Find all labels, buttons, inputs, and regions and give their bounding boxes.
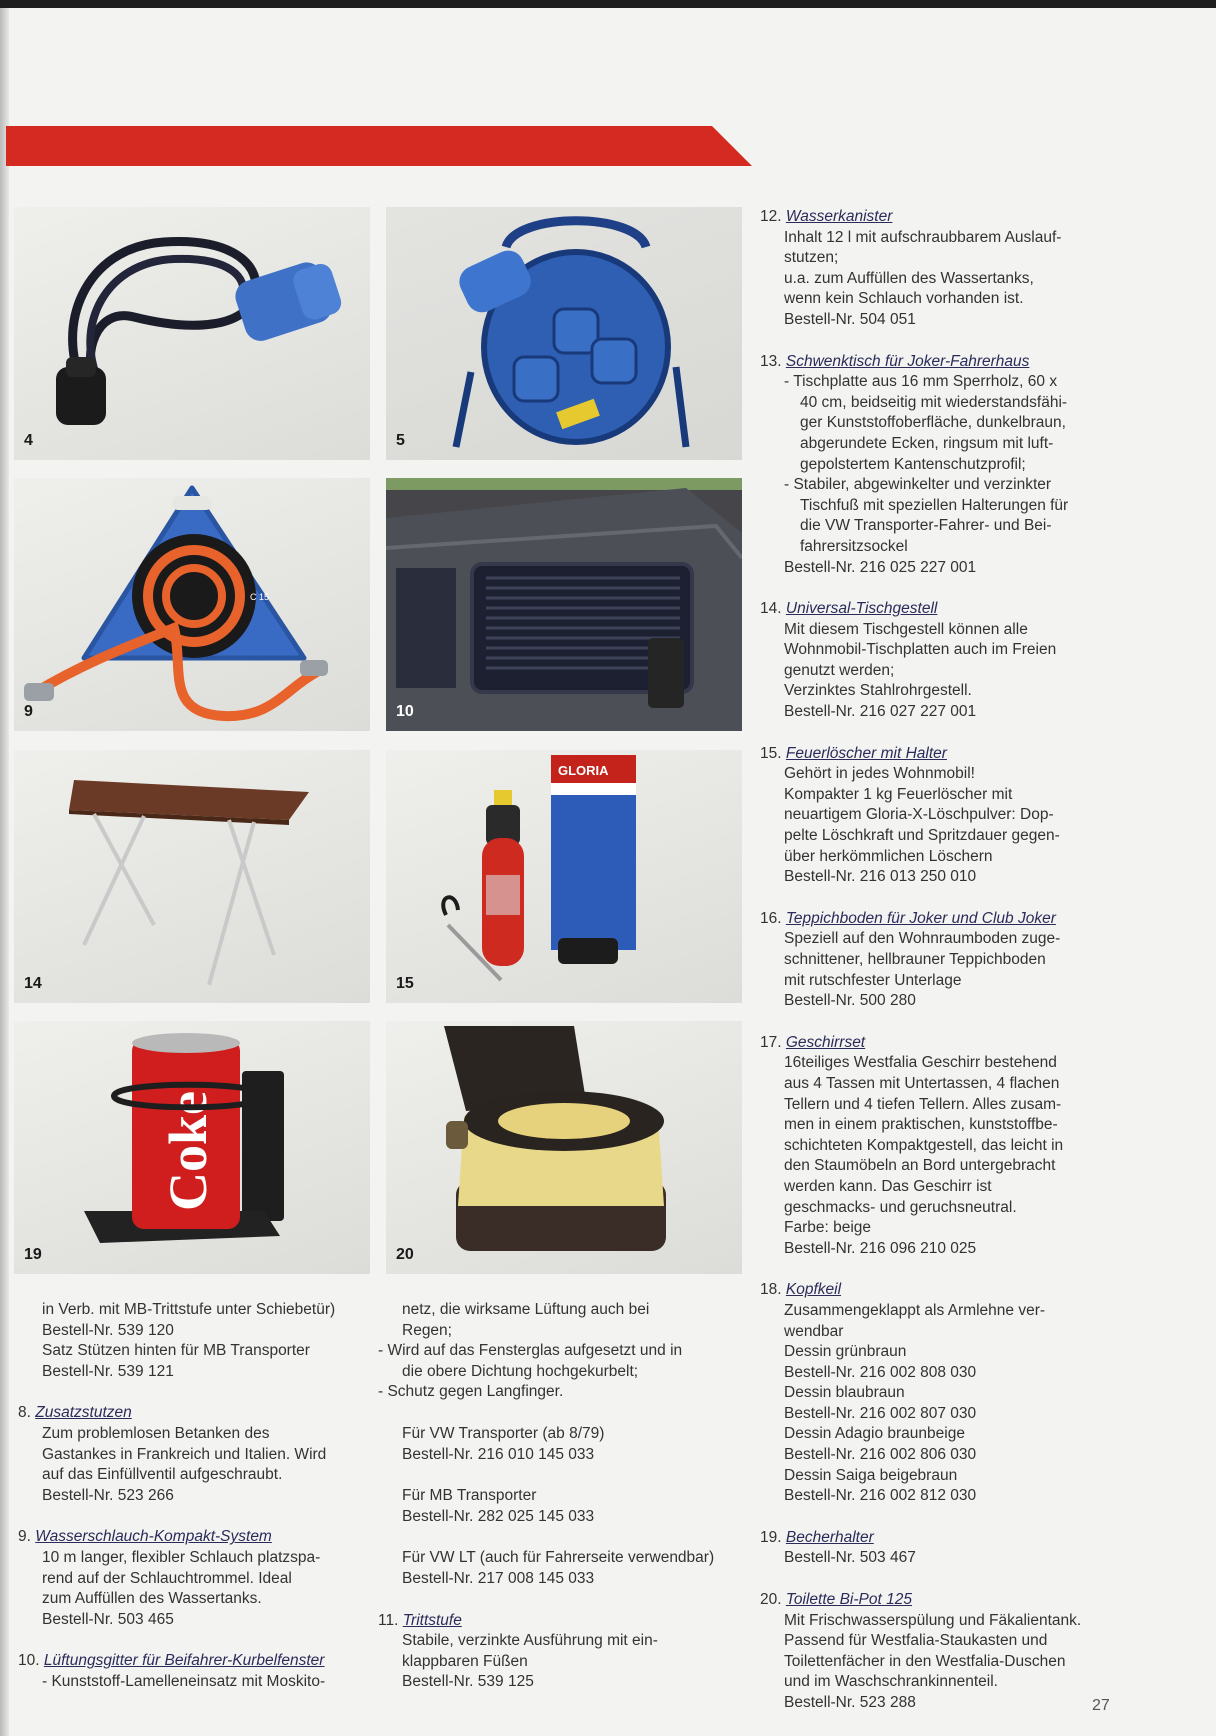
- item-line: Bestell-Nr. 216 027 227 001: [784, 703, 977, 721]
- item-line: Zum problemlosen Betanken des: [42, 1424, 270, 1442]
- item-line: fahrersitzsockel: [800, 537, 908, 555]
- item-16: [760, 909, 1210, 1012]
- item-line: Zusammengeklappt als Armlehne ver-: [784, 1301, 1046, 1319]
- photo-10-vent-grille: [386, 478, 742, 731]
- item-title: Feuerlöscher mit Halter: [785, 744, 947, 762]
- left-column-text: [18, 1300, 378, 1693]
- hose-reel-illustration: [14, 478, 370, 731]
- item-line: - Tischplatte aus 16 mm Sperrholz, 60 x: [784, 373, 1058, 391]
- photo-number: 4: [24, 432, 33, 449]
- item-line: Bestell-Nr. 504 051: [784, 310, 916, 328]
- item-line: Bestell-Nr. 500 280: [784, 992, 916, 1010]
- text-line: Für VW LT (auch für Fahrerseite verwendbar): [402, 1549, 715, 1567]
- item-number: 10.: [18, 1652, 40, 1670]
- item-line: klappbaren Füßen: [402, 1652, 528, 1670]
- item-10: [18, 1651, 378, 1692]
- item-number: 12.: [760, 208, 782, 225]
- item-line: - Kunststoff-Lamelleneinsatz mit Moskito-: [42, 1672, 326, 1690]
- text-line: Bestell-Nr. 282 025 145 033: [402, 1507, 595, 1525]
- text-line: Bestell-Nr. 539 120: [42, 1321, 174, 1339]
- cable-illustration: [14, 207, 370, 460]
- item-line: - Stabiler, abgewinkelter und verzinkter: [784, 476, 1052, 494]
- item-line: schnittener, hellbrauner Teppichboden: [784, 951, 1046, 968]
- cable-reel-illustration: [386, 207, 742, 460]
- item-line: wendbar: [784, 1322, 844, 1340]
- item-line: auf das Einfüllventil aufgeschraubt.: [42, 1466, 283, 1484]
- table-illustration: [14, 750, 370, 1003]
- photo-20-portable-toilet: [386, 1021, 742, 1274]
- item-line: und im Waschschrankinnenteil.: [784, 1673, 998, 1691]
- item-number: 8.: [18, 1404, 31, 1422]
- photo-number: 20: [396, 1246, 414, 1263]
- item-line: die VW Transporter-Fahrer- und Bei-: [800, 517, 1052, 535]
- photo-19-cup-holder: [14, 1021, 370, 1274]
- item-line: aus 4 Tassen mit Untertassen, 4 flachen: [784, 1074, 1060, 1092]
- item-line: Gastankes in Frankreich und Italien. Wird: [42, 1445, 327, 1463]
- item-17: [760, 1033, 1210, 1260]
- text-line: Für MB Transporter: [402, 1487, 537, 1505]
- photo-number: 10: [396, 703, 414, 720]
- item-line: zum Auffüllen des Wassertanks.: [42, 1590, 262, 1608]
- item-number: 14.: [760, 600, 782, 618]
- item-line: Dessin Adagio braunbeige: [784, 1425, 965, 1443]
- item-line: rend auf der Schlauchtrommel. Ideal: [42, 1569, 292, 1587]
- item-8: [18, 1403, 378, 1506]
- item-line: abgerundete Ecken, ringsum mit luft-: [800, 434, 1054, 452]
- reel-label: C 15: [250, 592, 270, 602]
- item-title: Geschirrset: [785, 1033, 866, 1051]
- text-line: Regen;: [402, 1321, 452, 1339]
- red-header-band: [6, 126, 752, 166]
- binding-edge: [0, 8, 9, 1736]
- item-line: über herkömmlichen Löschern: [784, 847, 993, 865]
- van-window-illustration: [386, 478, 742, 731]
- item-line: men in einem praktischen, kunststoffbe-: [784, 1116, 1058, 1134]
- item-line: pelte Löschkraft und Spritzdauer gegen-: [784, 827, 1060, 845]
- text-line: - Schutz gegen Langfinger.: [378, 1383, 564, 1401]
- item-line: schichteten Kompaktgestell, das leicht in: [784, 1136, 1064, 1154]
- item-number: 16.: [760, 909, 782, 927]
- item-line: Kompakter 1 kg Feuerlöscher mit: [784, 785, 1013, 803]
- item-line: Dessin grünbraun: [784, 1343, 907, 1361]
- item-line: Tischfuß mit speziellen Halterungen für: [800, 496, 1069, 514]
- top-edge: [0, 0, 1216, 8]
- item-11: [378, 1611, 748, 1693]
- item-title: Schwenktisch für Joker-Fahrerhaus: [785, 352, 1030, 370]
- item-line: Toilettenfächer in den Westfalia-Duschen: [784, 1652, 1066, 1670]
- item-title: Lüftungsgitter für Beifahrer-Kurbelfenster: [43, 1652, 325, 1670]
- item-title: Toilette Bi-Pot 125: [785, 1591, 912, 1609]
- item-number: 11.: [378, 1611, 399, 1629]
- right-column-text: [760, 207, 1210, 1714]
- photo-9-hose-reel: [14, 478, 370, 731]
- extinguisher-illustration: [386, 750, 742, 1003]
- item-line: 16teiliges Westfalia Geschirr bestehend: [784, 1054, 1057, 1072]
- item-line: werden kann. Das Geschirr ist: [784, 1177, 992, 1195]
- item-number: 20.: [760, 1591, 782, 1609]
- item-number: 15.: [760, 744, 782, 762]
- item-line: Bestell-Nr. 503 467: [784, 1549, 916, 1567]
- item-title: Universal-Tischgestell: [785, 600, 938, 618]
- item-line: Speziell auf den Wohnraumboden zuge-: [784, 930, 1061, 948]
- text-line: in Verb. mit MB-Trittstufe unter Schiebetür): [42, 1301, 336, 1318]
- item-line: 40 cm, beidseitig mit wiederstandsfähi-: [800, 393, 1068, 411]
- item-line: wenn kein Schlauch vorhanden ist.: [784, 290, 1024, 308]
- middle-column-text: [378, 1300, 748, 1693]
- item-line: 10 m langer, flexibler Schlauch platzspa-: [42, 1548, 321, 1566]
- item-line: Gehört in jedes Wohnmobil!: [784, 765, 975, 783]
- item-line: Bestell-Nr. 216 025 227 001: [784, 558, 977, 576]
- item-line: Bestell-Nr. 216 002 806 030: [784, 1446, 977, 1464]
- item-line: Bestell-Nr. 216 002 812 030: [784, 1487, 977, 1505]
- item-line: Bestell-Nr. 503 465: [42, 1610, 174, 1628]
- photo-number: 19: [24, 1246, 42, 1263]
- photo-number: 5: [396, 432, 405, 449]
- cup-holder-illustration: [14, 1021, 370, 1274]
- item-number: 17.: [760, 1033, 782, 1051]
- page-number: 27: [1092, 1697, 1110, 1714]
- item-title: Becherhalter: [785, 1528, 874, 1546]
- item-title: Wasserkanister: [785, 208, 893, 225]
- item-title: Zusatzstutzen: [35, 1404, 132, 1422]
- photo-number: 14: [24, 975, 42, 992]
- item-13: [760, 352, 1210, 579]
- item-number: 19.: [760, 1528, 782, 1546]
- item-line: den Staumöbeln an Bord untergebracht: [784, 1157, 1056, 1175]
- item-line: stutzen;: [784, 249, 839, 267]
- item-20: [760, 1590, 1210, 1714]
- item-number: 9.: [18, 1528, 31, 1546]
- item-line: u.a. zum Auffüllen des Wassertanks,: [784, 269, 1034, 287]
- item-line: Verzinktes Stahlrohrgestell.: [784, 682, 972, 700]
- item-number: 13.: [760, 352, 782, 370]
- item-line: Tellern und 4 tiefen Tellern. Alles zusam-: [784, 1095, 1062, 1113]
- photo-14-folding-table: [14, 750, 370, 1003]
- item-line: Bestell-Nr. 523 266: [42, 1486, 174, 1504]
- item-line: Wohnmobil-Tischplatten auch im Freien: [784, 641, 1057, 659]
- item-line: Mit Frischwasserspülung und Fäkalientank.: [784, 1611, 1082, 1629]
- item-line: Bestell-Nr. 216 013 250 010: [784, 868, 977, 886]
- item-title: Teppichboden für Joker und Club Joker: [785, 909, 1056, 927]
- item-line: Inhalt 12 l mit aufschraubbarem Auslauf-: [784, 228, 1062, 246]
- toilet-illustration: [386, 1021, 742, 1274]
- item-line: Stabile, verzinkte Ausführung mit ein-: [402, 1632, 658, 1650]
- item-line: Bestell-Nr. 216 002 808 030: [784, 1363, 977, 1381]
- item-line: geschmacks- und geruchsneutral.: [784, 1198, 1017, 1216]
- photo-number: 15: [396, 975, 414, 992]
- item-line: mit rutschfester Unterlage: [784, 971, 962, 989]
- item-line: Bestell-Nr. 523 288: [784, 1694, 916, 1711]
- text-line: die obere Dichtung hochgekurbelt;: [402, 1362, 639, 1380]
- item-line: gepolstertem Kantenschutzprofil;: [800, 455, 1026, 473]
- can-label: Coke: [158, 1091, 218, 1211]
- item-line: Passend für Westfalia-Staukasten und: [784, 1632, 1048, 1650]
- item-14: [760, 599, 1210, 723]
- text-line: netz, die wirksame Lüftung auch bei: [402, 1301, 650, 1318]
- photo-4-adapter-cable: [14, 207, 370, 460]
- item-title: Kopfkeil: [785, 1281, 842, 1299]
- text-line: Bestell-Nr. 217 008 145 033: [402, 1569, 595, 1587]
- item-19: [760, 1528, 1210, 1569]
- item-line: genutzt werden;: [784, 661, 895, 679]
- item-number: 18.: [760, 1281, 782, 1299]
- item-title: Trittstufe: [402, 1611, 462, 1629]
- text-line: Für VW Transporter (ab 8/79): [402, 1424, 605, 1442]
- text-line: Bestell-Nr. 539 121: [42, 1362, 174, 1380]
- photo-5-cable-reel: [386, 207, 742, 460]
- text-line: - Wird auf das Fensterglas aufgesetzt und in: [378, 1342, 683, 1360]
- item-line: Bestell-Nr. 539 125: [402, 1673, 534, 1691]
- extinguisher-box-brand: GLORIA: [558, 763, 609, 778]
- photo-number: 9: [24, 703, 33, 720]
- text-line: Satz Stützen hinten für MB Transporter: [42, 1342, 310, 1360]
- item-line: Dessin blaubraun: [784, 1384, 905, 1402]
- item-line: ger Kunststoffoberfläche, dunkelbraun,: [800, 414, 1066, 432]
- item-12: [760, 207, 1210, 331]
- item-line: neuartigem Gloria-X-Löschpulver: Dop-: [784, 806, 1054, 824]
- item-line: Bestell-Nr. 216 096 210 025: [784, 1239, 977, 1257]
- item-line: Mit diesem Tischgestell können alle: [784, 620, 1028, 638]
- item-line: Dessin Saiga beigebraun: [784, 1466, 958, 1484]
- photo-15-fire-extinguisher: [386, 750, 742, 1003]
- item-line: Bestell-Nr. 216 002 807 030: [784, 1404, 977, 1422]
- item-title: Wasserschlauch-Kompakt-System: [35, 1528, 272, 1546]
- item-9: [18, 1527, 378, 1630]
- text-line: Bestell-Nr. 216 010 145 033: [402, 1445, 595, 1463]
- item-line: Farbe: beige: [784, 1219, 872, 1237]
- item-18: [760, 1280, 1210, 1507]
- item-15: [760, 744, 1210, 888]
